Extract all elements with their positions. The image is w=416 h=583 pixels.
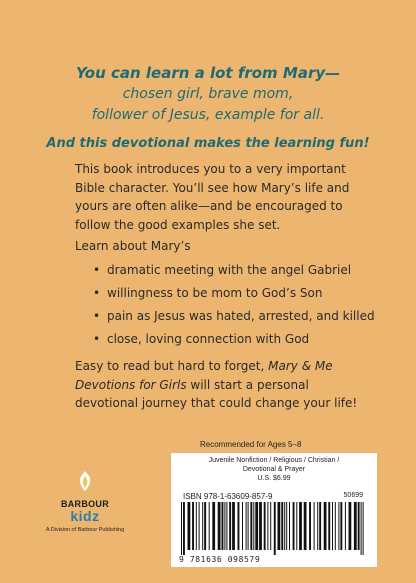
barcode-bar bbox=[202, 502, 203, 550]
barcode-bar bbox=[361, 502, 362, 555]
barcode-bar bbox=[248, 502, 249, 550]
barcode-bar bbox=[238, 502, 240, 550]
barcode-bar bbox=[242, 502, 243, 550]
barcode-bar bbox=[293, 502, 295, 550]
barcode-bar bbox=[226, 502, 227, 550]
publisher-imprint: kidz bbox=[70, 508, 100, 524]
barcode-bar bbox=[319, 502, 321, 550]
list-item-text: dramatic meeting with the angel Gabriel bbox=[107, 263, 352, 277]
list-item: • dramatic meeting with the angel Gabriel bbox=[93, 263, 352, 277]
barcode-bar bbox=[340, 502, 342, 550]
barcode-bar bbox=[304, 502, 307, 550]
closing-text-end: will start a personal devotional journey that could change your life! bbox=[75, 377, 358, 410]
tagline-line-4: And this devotional makes the learning fun! bbox=[46, 136, 370, 151]
barcode-bar bbox=[181, 502, 182, 555]
barcode-bar bbox=[332, 502, 333, 550]
closing-paragraph bbox=[75, 357, 375, 413]
barcode-bar bbox=[274, 502, 276, 555]
barcode-bar bbox=[199, 502, 200, 550]
barcode-bar bbox=[229, 502, 231, 550]
barcode-bar bbox=[183, 502, 185, 555]
barcode-bar bbox=[354, 502, 357, 550]
barcode-bar bbox=[204, 502, 206, 550]
barcode-bar bbox=[196, 502, 197, 550]
barcode-bar bbox=[212, 502, 215, 550]
barcode-bar bbox=[349, 502, 352, 550]
barcode-bar bbox=[267, 502, 268, 550]
barcode-bar bbox=[338, 502, 339, 550]
category-line-2: Devotional & Prayer bbox=[242, 466, 306, 473]
barcode-bar bbox=[224, 502, 225, 550]
barcode-bar bbox=[328, 502, 330, 550]
barcode-bar bbox=[188, 502, 191, 550]
barcode bbox=[179, 502, 369, 555]
barcode-bar bbox=[259, 502, 262, 550]
flame-icon bbox=[75, 470, 95, 492]
barcode-bar bbox=[192, 502, 194, 550]
list-item-text: close, loving connection with God bbox=[107, 332, 310, 346]
barcode-bar bbox=[218, 502, 221, 550]
list-item: • willingness to be mom to God’s Son bbox=[93, 286, 323, 300]
barcode-digits: 9 781636 098579 bbox=[179, 555, 261, 564]
barcode-bar bbox=[335, 502, 336, 550]
barcode-bar bbox=[281, 502, 283, 550]
barcode-bar bbox=[222, 502, 224, 550]
barcode-bar bbox=[270, 502, 271, 550]
list-item: • close, loving connection with God bbox=[93, 332, 310, 346]
publisher-division: A Division of Barbour Publishing bbox=[45, 527, 125, 533]
price: U.S. $6.99 bbox=[257, 475, 291, 482]
topic-list bbox=[93, 261, 383, 353]
barcode-bar bbox=[264, 502, 266, 550]
isbn: ISBN 978-1-63609-857-9 bbox=[183, 492, 273, 501]
barcode-bar bbox=[255, 502, 258, 550]
barcode-panel bbox=[171, 453, 377, 567]
list-item-text: pain as Jesus was hated, arrested, and killed bbox=[107, 309, 375, 323]
tagline bbox=[40, 62, 376, 154]
publisher-logo bbox=[40, 470, 130, 533]
book-title: Mary & Me Devotions for Girls bbox=[75, 359, 333, 392]
barcode-bar bbox=[232, 502, 235, 550]
list-item: • pain as Jesus was hated, arrested, and killed bbox=[93, 309, 375, 323]
tagline-line-3: follower of Jesus, example for all. bbox=[91, 107, 325, 123]
intro-paragraph: This book introduces you to a very important Bible character. You’ll see how Mary’s life and yours are often alike—and be encouraged to follow the good examples she set. bbox=[75, 162, 350, 232]
barcode-bar bbox=[358, 502, 360, 550]
barcode-bar bbox=[286, 502, 287, 550]
tagline-line-1: You can learn a lot from Mary— bbox=[75, 64, 341, 82]
category-line-1: Juvenile Nonfiction / Religious / Christian / bbox=[208, 457, 340, 464]
barcode-bar bbox=[363, 502, 364, 555]
age-recommendation: Recommended for Ages 5–8 bbox=[200, 440, 302, 449]
barcode-bar bbox=[278, 502, 281, 550]
closing-text-start: Easy to read but hard to forget, bbox=[75, 359, 269, 373]
barcode-bar bbox=[289, 502, 290, 550]
barcode-bar bbox=[345, 502, 346, 550]
list-item-text: willingness to be mom to God’s Son bbox=[107, 286, 323, 300]
barcode-bar bbox=[296, 502, 297, 550]
price-code: 50699 bbox=[343, 492, 363, 499]
barcode-bar bbox=[314, 502, 315, 550]
tagline-line-2: chosen girl, brave mom, bbox=[122, 86, 294, 102]
learn-heading: Learn about Mary’s bbox=[75, 239, 191, 253]
barcode-bar bbox=[284, 502, 285, 550]
barcode-bar bbox=[246, 502, 247, 550]
barcode-bar bbox=[317, 502, 318, 550]
barcode-bar bbox=[299, 502, 302, 550]
category-text bbox=[183, 456, 365, 483]
barcode-bar bbox=[250, 502, 252, 550]
barcode-bar bbox=[309, 502, 311, 550]
barcode-bar bbox=[209, 502, 210, 550]
barcode-bar bbox=[253, 502, 254, 550]
barcode-bar bbox=[324, 502, 327, 550]
publisher-name: BARBOUR bbox=[60, 499, 110, 509]
